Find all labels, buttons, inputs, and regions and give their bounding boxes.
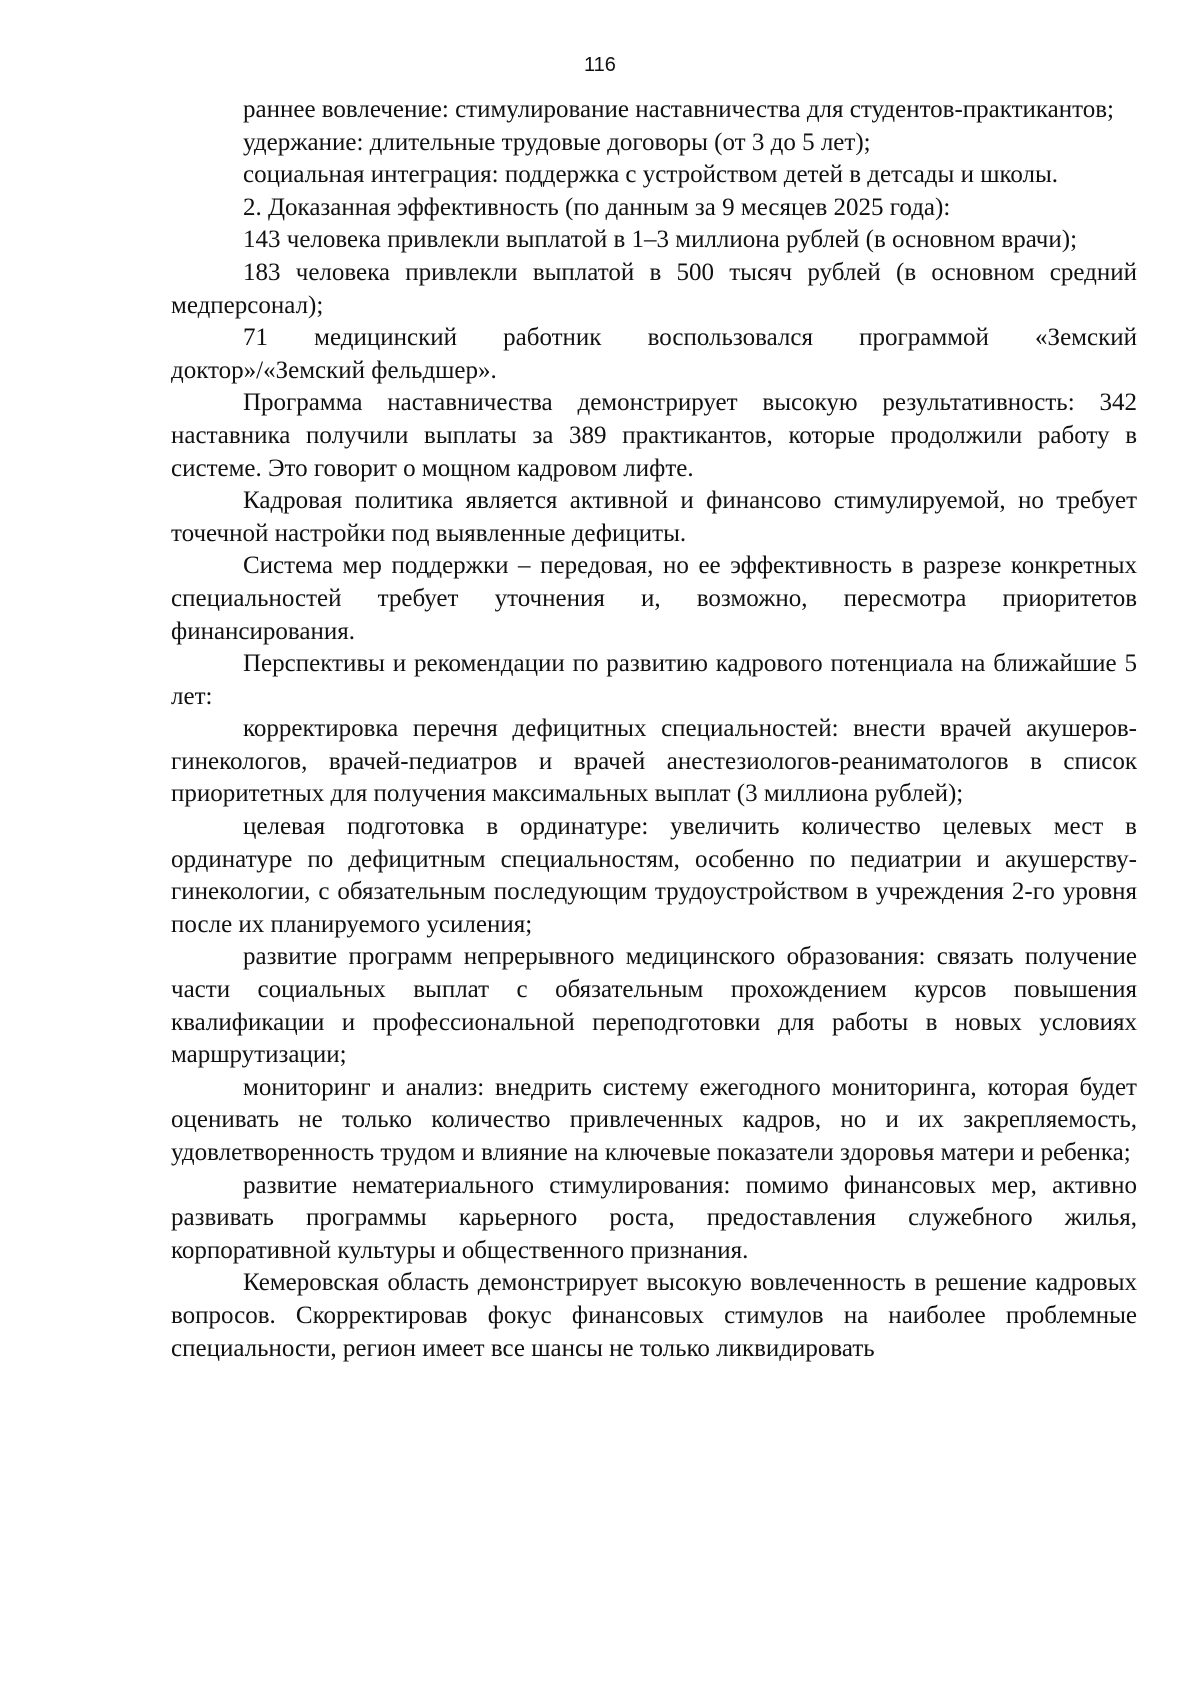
paragraph: целевая подготовка в ординатуре: увеличить количество целевых мест в ординатуре по дефицитным специальностям, особенно по педиатрии и акушерству-гинекологии, с обязательным последующим трудоустройством в учреждения 2-го уровня после их планируемого усиления; [171, 813, 1137, 938]
paragraph: 2. Доказанная эффективность (по данным за 9 месяцев 2025 года): [243, 193, 951, 221]
paragraph: Система мер поддержки – передовая, но ее эффективность в разрезе конкретных специальностей требует уточнения и, возможно, пересмотра приоритетов финансирования. [171, 552, 1137, 645]
paragraph: раннее вовлечение: стимулирование наставничества для студентов-практикантов; [243, 96, 1114, 123]
paragraph: Перспективы и рекомендации по развитию кадрового потенциала на ближайшие 5 лет: [171, 650, 1137, 710]
paragraph: социальная интеграция: поддержка с устройством детей в детсады и школы. [243, 161, 1059, 189]
paragraph: развитие нематериального стимулирования: помимо финансовых мер, активно развивать программы карьерного роста, предоставления служебного жилья, корпоративной культуры и общественного признания. [171, 1171, 1137, 1264]
paragraph: корректировка перечня дефицитных специальностей: внести врачей акушеров-гинекологов, врачей-педиатров и врачей анестезиологов-реаниматологов в список приоритетных для получения максимальных выплат (3 миллиона рублей); [171, 715, 1137, 808]
page-number: 116 [584, 54, 616, 76]
paragraph: развитие программ непрерывного медицинского образования: связать получение части социальных выплат с обязательным прохождением курсов повышения квалификации и профессиональной переподготовки для работы в новых условиях маршрутизации; [171, 943, 1137, 1069]
paragraph: Программа наставничества демонстрирует высокую результативность: 342 наставника получили выплаты за 389 практикантов, которые продолжили работу в системе. Это говорит о мощном кадровом лифте. [171, 389, 1137, 482]
paragraph: Кадровая политика является активной и финансово стимулируемой, но требует точечной настройки под выявленные дефициты. [171, 487, 1137, 547]
paragraph: 183 человека привлекли выплатой в 500 тысяч рублей (в основном средний медперсонал); [171, 258, 1137, 319]
paragraph: Кемеровская область демонстрирует высокую вовлеченность в решение кадровых вопросов. Скорректировав фокус финансовых стимулов на наиболее проблемные специальности, регион имеет все шансы не только ликвидировать [171, 1269, 1137, 1362]
paragraph: удержание: длительные трудовые договоры (от 3 до 5 лет); [243, 128, 871, 156]
document-body [171, 94, 1137, 1365]
paragraph: мониторинг и анализ: внедрить систему ежегодного мониторинга, которая будет оценивать не только количество привлеченных кадров, но и их закрепляемость, удовлетворенность трудом и влияние на ключевые показатели здоровья матери и ребенка; [171, 1073, 1137, 1166]
paragraph: 143 человека привлекли выплатой в 1–3 миллиона рублей (в основном врачи); [243, 226, 1078, 254]
paragraph: 71 медицинский работник воспользовался программой «Земский доктор»/«Земский фельдшер». [171, 324, 1137, 384]
